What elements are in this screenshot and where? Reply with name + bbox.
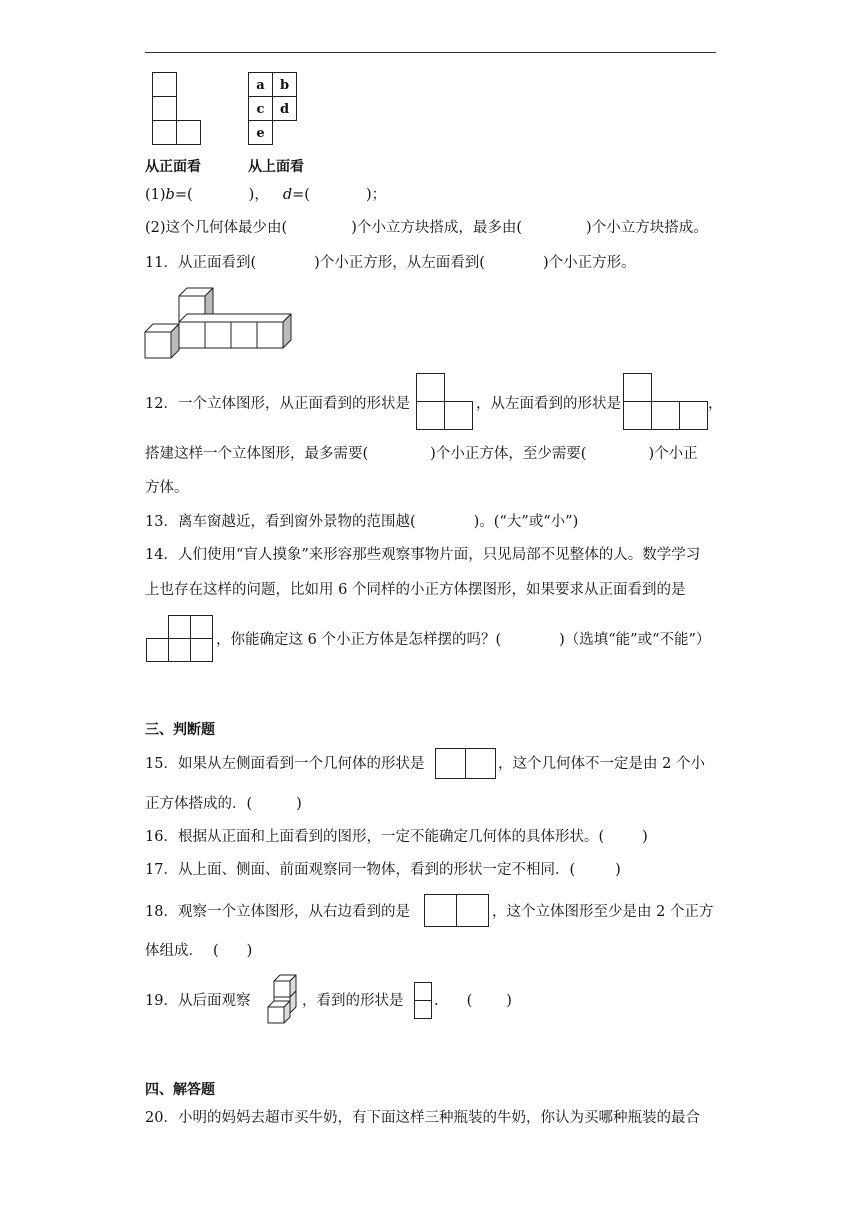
question-12-line1: 12．一个立体图形，从正面看到的形状是 bbox=[145, 396, 410, 412]
q19-answer-view-figure bbox=[413, 982, 433, 1020]
top-grid-label-b: b bbox=[279, 78, 290, 93]
top-grid-label-d: d bbox=[279, 102, 290, 117]
q19-solid-figure bbox=[266, 973, 300, 1029]
header-rule bbox=[145, 52, 716, 53]
question-14-line2: 上也存在这样的问题，比如用 6 个同样的小正方体摆图形，如果要求从正面看到的是 bbox=[145, 582, 686, 598]
question-19-line-c: . ( ) bbox=[434, 993, 512, 1009]
q12-left-view-figure bbox=[623, 373, 709, 431]
question-15-line2: 正方体搭成的．( ) bbox=[145, 796, 302, 812]
section-4-heading: 四、解答题 bbox=[145, 1082, 215, 1098]
question-20-line1: 20．小明的妈妈去超市买牛奶，有下面这样三种瓶装的牛奶，你认为买哪种瓶装的最合 bbox=[145, 1110, 700, 1126]
top-grid-label-a: a bbox=[256, 78, 265, 93]
question-15-line1b: ，这个几何体不一定是由 2 个小 bbox=[498, 756, 705, 772]
question-12-line3: 方体。 bbox=[145, 480, 189, 496]
question-18-line1: 18．观察一个立体图形，从右边看到的是 bbox=[145, 904, 410, 920]
top-view-figure bbox=[248, 72, 298, 146]
q11-cube-figure bbox=[143, 286, 295, 360]
question-19-line: 19．从后面观察 bbox=[145, 993, 251, 1009]
question-12-line2: 搭建这样一个立体图形，最多需要( )个小正方体，至少需要( )个小正 bbox=[145, 446, 698, 462]
question-17: 17．从上面、侧面、前面观察同一物体，看到的形状一定不相同．( ) bbox=[145, 862, 621, 878]
question-18-line1b: ，这个立体图形至少是由 2 个正方 bbox=[492, 904, 714, 920]
question-15-line1: 15．如果从左侧面看到一个几何体的形状是 bbox=[145, 756, 425, 772]
top-grid-label-e: e bbox=[256, 126, 265, 141]
question-12-line1c: ， bbox=[708, 396, 723, 412]
question-14-line1: 14．人们使用“盲人摸象”来形容那些观察事物片面，只见局部不见整体的人。数学学习 bbox=[145, 547, 701, 563]
question-14-line3: ，你能确定这 6 个小正方体是怎样摆的吗？( )（选填“能”或“不能”） bbox=[216, 632, 711, 648]
question-12-line1b: ，从左面看到的形状是 bbox=[476, 396, 621, 412]
question-19-line-b: ，看到的形状是 bbox=[302, 993, 404, 1009]
q15-left-view-figure bbox=[434, 748, 498, 780]
q14-front-view-figure bbox=[145, 615, 215, 663]
top-view-caption: 从上面看 bbox=[248, 159, 304, 175]
q12-front-view-figure bbox=[416, 373, 474, 431]
q10-sub1: (1)b=( )， d=( )； bbox=[145, 187, 387, 203]
question-18-line2: 体组成． ( ) bbox=[145, 943, 253, 959]
question-13: 13．离车窗越近，看到窗外景物的范围越( )。(“大”或“小”) bbox=[145, 514, 579, 530]
q10-sub2: (2)这个几何体最少由( )个小立方块搭成，最多由( )个小立方块搭成。 bbox=[145, 220, 708, 236]
front-view-caption: 从正面看 bbox=[145, 159, 201, 175]
top-grid-label-c: c bbox=[256, 102, 265, 117]
section-3-heading: 三、判断题 bbox=[145, 722, 215, 738]
q18-right-view-figure bbox=[423, 894, 491, 928]
question-16: 16．根据从正面和上面看到的图形，一定不能确定几何体的具体形状。( ) bbox=[145, 829, 648, 845]
question-11: 11．从正面看到( )个小正方形，从左面看到( )个小正方形。 bbox=[145, 255, 636, 271]
front-view-figure bbox=[152, 72, 202, 146]
